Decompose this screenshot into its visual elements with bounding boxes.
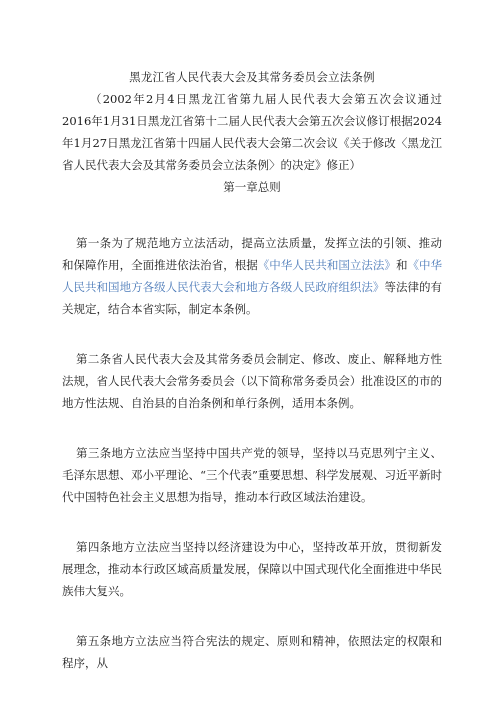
article-4: 第四条地方立法应当坚持以经济建设为中心，坚持改革开放，贯彻新发展理念，推动本行政区域高质量发展，保障以中国式现代化全面推进中华民族伟大复兴。 xyxy=(62,540,442,598)
legislation-law-link[interactable]: 《中华人民共和国立法法》 xyxy=(257,258,396,272)
article-1-text-a: 第一条为了规范地方立法活动，提高立法质量，发挥立法的引领、推动和保障作用，全面推进依法治省，根据 xyxy=(62,236,442,272)
chapter-heading: 第一章总则 xyxy=(223,180,281,194)
document-title: 黑龙江省人民代表大会及其常务委员会立法条例 xyxy=(129,70,375,84)
article-3: 第三条地方立法应当坚持中国共产党的领导，坚持以马克思列宁主义、毛泽东思想、邓小平理论、“三个代表”重要思想、科学发展观、习近平新时代中国特色社会主义思想为指导，推动本行政区域法治建设。 xyxy=(62,446,442,504)
article-2: 第二条省人民代表大会及其常务委员会制定、修改、废止、解释地方性法规，省人民代表大会常务委员会（以下简称常务委员会）批准设区的市的地方性法规、自治县的自治条例和单行条例，适用本条例。 xyxy=(62,352,442,410)
article-1-text-b: 和 xyxy=(395,258,408,272)
document-page xyxy=(62,66,442,702)
article-5: 第五条地方立法应当符合宪法的规定、原则和精神，依照法定的权限和程序，从 xyxy=(62,634,442,670)
legislative-history-note: （2002年2月4日黑龙江省第九届人民代表大会第五次会议通过 2016年1月31日黑龙江省第十二届人民代表大会第五次会议修订根据2024年1月27日黑龙江省第十四届人民代表大会第二次会议《关于修改〈黑龙江省人民代表大会及其常务委员会立法条例〉的决定》修正） xyxy=(62,92,442,172)
article-1 xyxy=(62,232,442,320)
local-organization-law-link[interactable]: 《中华人民共和国地方各级人民代表大会和地方各级人民政府组织法》 xyxy=(62,258,442,294)
article-1-text-c: 等法律的有关规定，结合本省实际，制定本条例。 xyxy=(62,280,442,316)
